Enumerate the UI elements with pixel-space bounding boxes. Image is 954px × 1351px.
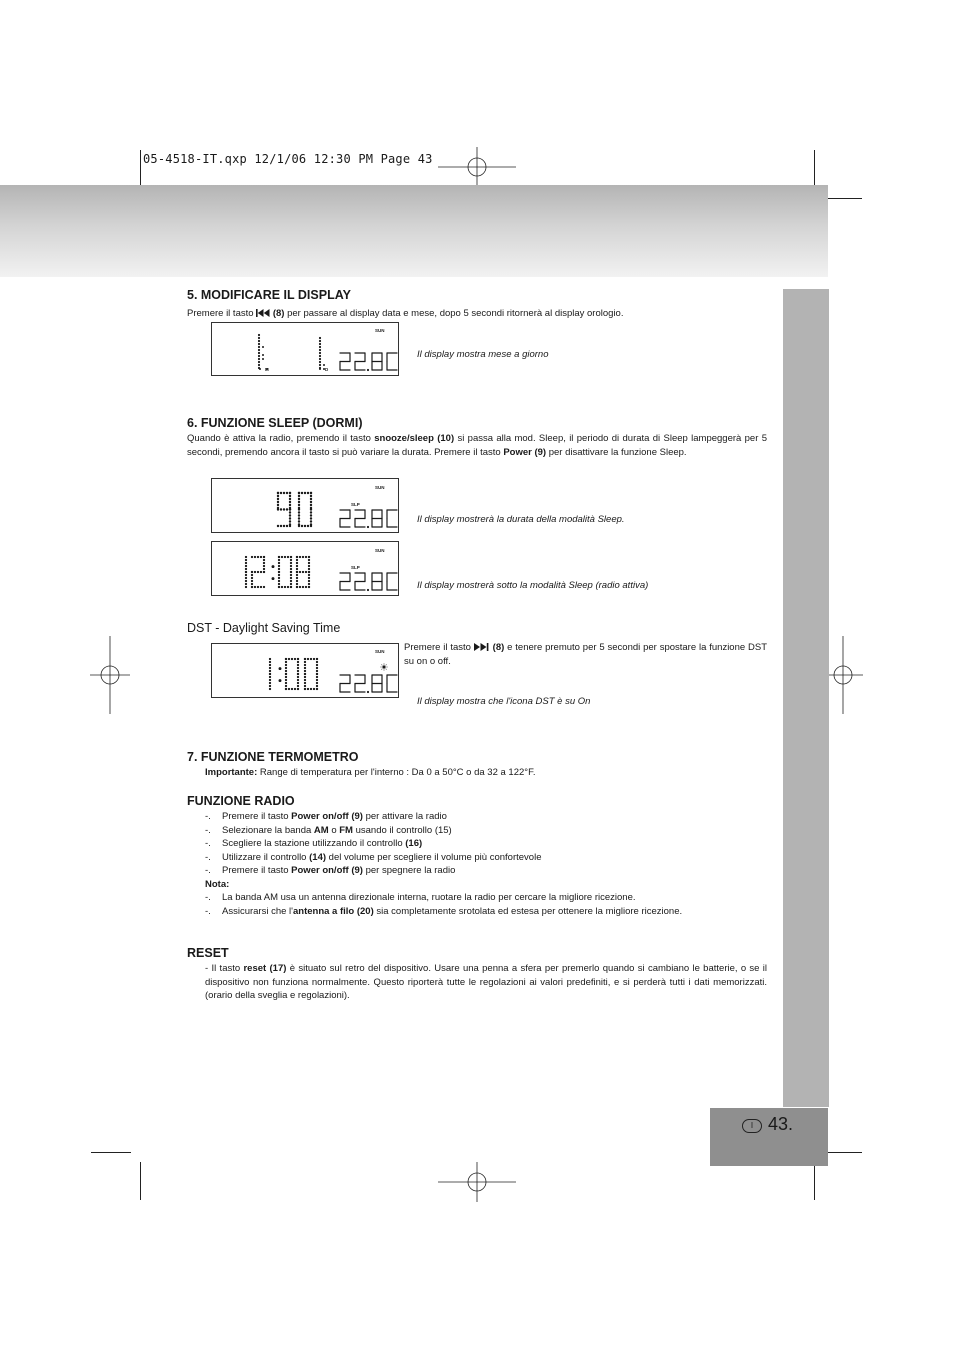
sleep-paragraph: Quando è attiva la radio, premendo il tasto snooze/sleep (10) si passa alla mod. Sleep, il periodo di durata di Sleep lampeggerà per 5 secondi, premendo ancora il tasto si può variare la durata. Premere il tasto Power (9) per disattivare la funzione Sleep. [187,433,767,458]
page-number: 43. [768,1114,794,1134]
caption-dst: Il display mostra che l'icona DST è su On [417,696,591,707]
display-intro [187,307,767,321]
crop-mark [814,150,815,188]
lcd-temp-digit [387,353,397,370]
lcd-day-label: SUN [375,485,385,490]
list-item: -. Premere il tasto Power on/off (9) per spegnere la radio [205,864,770,878]
lcd-colon [272,565,275,580]
lcd-slp-label: SLP [351,502,360,507]
lcd-digit [269,658,271,690]
radio-block [205,810,770,918]
dst-text: Premere il tasto (8) e tenere premuto per 5 secondi per spostare la funzione DST su on o off. [404,642,768,667]
lcd-temp-digit [372,510,382,527]
lcd-digit [251,556,265,588]
section-title-display: 5. MODIFICARE IL DISPLAY [187,288,351,302]
intro-text: Premere il tasto [187,308,254,319]
lcd-decimal-point [367,589,369,591]
lcd-temp-digit [355,675,365,692]
next-track-icon [474,643,490,651]
lcd-digit [298,492,312,527]
lcd-digit [296,556,310,588]
lcd-temp-digit [387,675,397,692]
crop-mark [826,1152,862,1153]
lcd-display-dst [211,643,399,698]
note-label: Nota: [205,878,230,890]
registration-mark-icon [90,636,130,714]
lcd-digit [277,492,291,527]
lcd-temp-digit [340,573,350,590]
lcd-date-digits [258,334,325,370]
lcd-temp-digit [355,353,365,370]
lcd-decimal-point [367,526,369,528]
lcd-temp-digit [372,573,382,590]
section-title-radio: FUNZIONE RADIO [187,794,295,808]
section-title-reset: RESET [187,946,229,960]
lcd-digit [285,658,299,690]
lcd-display-sleep-duration [211,478,399,533]
lcd-temp-digit [355,510,365,527]
list-item: -. La banda AM usa un antenna direzionale interna, ruotare la radio per cercare la migliore ricezione. [205,891,770,905]
lcd-display-sleep-clock [211,541,399,596]
thermo-text: Importante: Range di temperatura per l'interno : Da 0 a 50°C o da 32 a 122°F. [205,767,536,778]
lcd-temp-digit [372,675,382,692]
crop-mark [140,1162,141,1200]
lcd-decimal-point [367,691,369,693]
radio-notes [205,891,770,918]
header-gradient-band [0,185,828,277]
side-tab [783,289,829,1107]
list-item: -. Selezionare la banda AM o FM usando il controllo (15) [205,824,770,838]
lcd-day-label: SUN [375,548,385,553]
registration-mark-icon [823,636,863,714]
crop-mark [140,150,141,188]
crop-mark [91,1152,131,1153]
lcd-temp-digit [340,353,350,370]
prev-track-icon [256,309,270,317]
crop-mark [826,198,862,199]
section-title-thermo: 7. FUNZIONE TERMOMETRO [187,750,359,764]
lcd-day-label: SUN [375,328,385,333]
lcd-digit [245,556,247,588]
dst-title: DST - Daylight Saving Time [187,621,341,635]
lcd-display-date [211,322,399,376]
registration-mark-icon [438,1162,516,1202]
lcd-colon [279,667,282,682]
lcd-temp-digit [340,510,350,527]
lcd-digit [278,556,292,588]
intro-text: per passare al display data e mese, dopo 5 secondi ritornerà al display orologio. [287,308,624,319]
lcd-digit [304,658,318,690]
lcd-temp-digit [387,510,397,527]
caption-sleep-duration: Il display mostrerà la durata della modalità Sleep. [417,514,625,525]
reset-text: - Il tasto reset (17) è situato sul retro del dispositivo. Usare una penna a sfera per premerlo quando si cambiano le batterie, o se il dispositivo non funziona normalmente. Questo riporterà tutte le regolazioni ai valori predefiniti, e si perderà tutti i dati memorizzati.(orario della sveglia e regolazioni). [205,963,768,1001]
list-item: -. Premere il tasto Power on/off (9) per attivare la radio [205,810,770,824]
language-badge: I [742,1119,762,1133]
lcd-temp-digit [340,675,350,692]
list-item: -. Utilizzare il controllo (14) del volume per scegliere il volume più confortevole [205,851,770,865]
radio-steps [205,810,770,878]
lcd-day-marker: D [325,367,329,372]
lcd-temp-digit [387,573,397,590]
print-slug: 05-4518-IT.qxp 12/1/06 12:30 PM Page 43 [143,152,433,166]
dst-sun-icon [380,663,387,670]
key-ref: (8) [272,308,285,319]
lcd-month-label: M [265,367,269,372]
lcd-slp-label: SLP [351,565,360,570]
list-item: -. Scegliere la stazione utilizzando il controllo (16) [205,837,770,851]
registration-mark-icon [438,147,516,187]
lcd-temp-digit [372,353,382,370]
list-item: -. Assicurarsi che l'antenna a filo (20) sia completamente srotolata ed estesa per ottenere la migliore ricezione. [205,905,770,919]
caption-date: Il display mostra mese a giorno [417,349,549,360]
lcd-decimal-point [367,369,369,371]
caption-sleep-clock: Il display mostrerà sotto la modalità Sleep (radio attiva) [417,580,649,591]
section-title-sleep: 6. FUNZIONE SLEEP (DORMI) [187,416,363,430]
lcd-day-label: SUN [375,649,385,654]
lcd-temp-digit [355,573,365,590]
crop-mark [814,1162,815,1200]
